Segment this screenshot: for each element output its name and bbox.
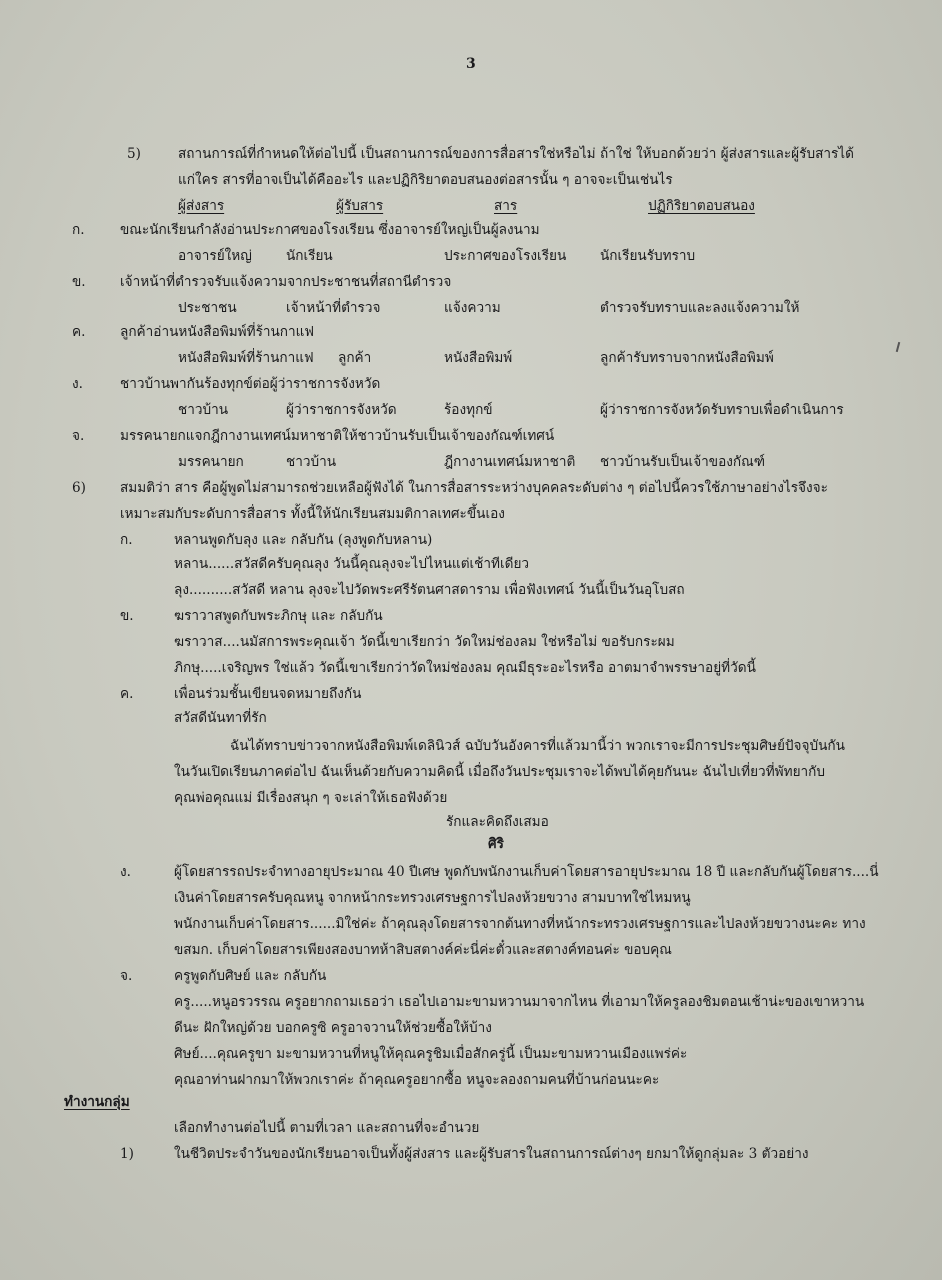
cell-response: ลูกค้ารับทราบจากหนังสือพิมพ์ [600,350,774,366]
letter-greeting: สวัสดีนันทาที่รัก [174,710,267,726]
cell-message: ฎีกางานเทศน์มหาชาติ [444,454,576,470]
q6-number: 6) [72,480,86,496]
q6d-line1: ผู้โดยสารรถประจำทางอายุประมาณ 40 ปีเศษ พูดกับพนักงานเก็บค่าโดยสารอายุประมาณ 18 ปี และกลับกันผู้โดยสาร....นี่ [174,864,879,880]
letter-signature: ศิริ [488,836,504,852]
q5-item-text: ขณะนักเรียนกำลังอ่านประกาศของโรงเรียน ซึ่งอาจารย์ใหญ่เป็นผู้ลงนาม [120,222,540,238]
q6b-line2: ภิกษุ.....เจริญพร ใช่แล้ว วัดนี้เขาเรียกว่าวัดใหม่ช่องลม คุณมีธุระอะไรหรือ อาตมาจำพรรษาอยู่ที่วัดนี้ [174,660,756,676]
group-item1-text: ในชีวิตประจำวันของนักเรียนอาจเป็นทั้งผู้ส่งสาร และผู้รับสารในสถานการณ์ต่างๆ ยกมาให้ดูกลุ่มละ 3 ตัวอย่าง [174,1146,809,1162]
col-header-response: ปฏิกิริยาตอบสนอง [648,198,755,214]
q5-item-label: ง. [72,376,83,392]
q6c-title: เพื่อนร่วมชั้นเขียนจดหมายถึงกัน [174,686,362,702]
q5-item-label: ก. [72,222,85,238]
q5-item-label: ค. [72,324,86,340]
q6e-line3: ศิษย์....คุณครูขา มะขามหวานที่หนูให้คุณครูชิมเมื่อสักครู่นี้ เป็นมะขามหวานเมืองแพร่ค่ะ [174,1046,688,1062]
col-header-sender: ผู้ส่งสาร [178,198,225,214]
q6c-label: ค. [120,686,134,702]
col-header-message: สาร [494,198,518,214]
cell-message: แจ้งความ [444,300,501,316]
letter-closing: รักและคิดถึงเสมอ [446,814,549,830]
q6e-title: ครูพูดกับศิษย์ และ กลับกัน [174,968,327,984]
col-header-receiver: ผู้รับสาร [336,198,384,214]
q6b-label: ข. [120,608,134,624]
group-item1-number: 1) [120,1146,134,1162]
cell-receiver: ชาวบ้าน [286,454,337,470]
cell-receiver: นักเรียน [286,248,333,264]
q5-text-line2: แก่ใคร สารที่อาจเป็นได้คืออะไร และปฏิกิริยาตอบสนองต่อสารนั้น ๆ อาจจะเป็นเช่นไร [178,172,673,188]
q5-item-text: เจ้าหน้าที่ตำรวจรับแจ้งความจากประชาชนที่สถานีตำรวจ [120,274,452,290]
cell-sender: ชาวบ้าน [178,402,229,418]
q6d-label: ง. [120,864,131,880]
q5-item-text: ชาวบ้านพากันร้องทุกข์ต่อผู้ว่าราชการจังหวัด [120,376,381,392]
q6-text-line1: สมมติว่า สาร คือผู้พูดไม่สามารถช่วยเหลือผู้ฟังได้ ในการสื่อสารระหว่างบุคคลระดับต่าง ๆ ต่อไปนี้ควรใช้ภาษาอย่างไรจึงจะ [120,480,828,496]
q6e-line1: ครู.....หนูอรวรรณ ครูอยากถามเธอว่า เธอไปเอามะขามหวานมาจากไหน ที่เอามาให้ครูลองชิมตอนเช้าน่ะของเขาหวาน [174,994,865,1010]
q5-item-label: ข. [72,274,86,290]
q6b-title: ฆราวาสพูดกับพระภิกษุ และ กลับกัน [174,608,383,624]
q6b-line1: ฆราวาส....นมัสการพระคุณเจ้า วัดนี้เขาเรียกว่า วัดใหม่ช่องลม ใช่หรือไม่ ขอรับกระผม [174,634,675,650]
letter-paragraph-line1: ฉันได้ทราบข่าวจากหนังสือพิมพ์เดลินิวส์ ฉบับวันอังคารที่แล้วมานี้ว่า พวกเราจะมีการประชุมศิษย์ปัจจุบันกัน [230,738,845,754]
cell-receiver: ผู้ว่าราชการจังหวัด [286,402,397,418]
cell-sender: ประชาชน [178,300,237,316]
q6e-line4: คุณอาท่านฝากมาให้พวกเราค่ะ ถ้าคุณครูอยากซื้อ หนูจะลองถามคนที่บ้านก่อนนะคะ [174,1072,660,1088]
q6a-label: ก. [120,532,133,548]
q6a-line1: หลาน......สวัสดีครับคุณลุง วันนี้คุณลุงจะไปไหนแต่เช้าทีเดียว [174,556,530,572]
pen-mark [896,342,901,352]
q6d-line3: พนักงานเก็บค่าโดยสาร......มิใช่ค่ะ ถ้าคุณลุงโดยสารจากต้นทางที่หน้ากระทรวงเศรษฐการและไปลงห้วยขวางนะคะ ทาง [174,916,866,932]
cell-sender: หนังสือพิมพ์ที่ร้านกาแฟ [178,350,314,366]
cell-sender: มรรคนายก [178,454,244,470]
q6-text-line2: เหมาะสมกับระดับการสื่อสาร ทั้งนี้ให้นักเรียนสมมติกาลเทศะขึ้นเอง [120,506,505,522]
q5-item-label: จ. [72,428,85,444]
q6d-line2: เงินค่าโดยสารครับคุณหนู จากหน้ากระทรวงเศรษฐการไปลงห้วยขวาง สามบาทใช่ไหมหนู [174,890,691,906]
cell-message: ประกาศของโรงเรียน [444,248,567,264]
group-work-heading: ทำงานกลุ่ม [64,1094,130,1110]
cell-receiver: เจ้าหน้าที่ตำรวจ [286,300,381,316]
letter-paragraph-line2: ในวันเปิดเรียนภาคต่อไป ฉันเห็นด้วยกับความคิดนี้ เมื่อถึงวันประชุมเราจะได้พบได้คุยกันนะ ฉันไปเที่ยวที่พัทยากับ [174,764,826,780]
letter-paragraph-line3: คุณพ่อคุณแม่ มีเรื่องสนุก ๆ จะเล่าให้เธอฟังด้วย [174,790,448,806]
q6a-line2: ลุง..........สวัสดี หลาน ลุงจะไปวัดพระศรีรัตนศาสดาราม เพื่อฟังเทศน์ วันนี้เป็นวันอุโบสถ [174,582,685,598]
page-number: 3 [466,56,476,72]
cell-receiver: ลูกค้า [338,350,372,366]
group-work-intro: เลือกทำงานต่อไปนี้ ตามที่เวลา และสถานที่จะอำนวย [174,1120,480,1136]
cell-sender: อาจารย์ใหญ่ [178,248,252,264]
q5-number: 5) [127,146,141,162]
cell-message: หนังสือพิมพ์ [444,350,513,366]
q5-item-text: มรรคนายกแจกฎีกางานเทศน์มหาชาติให้ชาวบ้านรับเป็นเจ้าของกัณฑ์เทศน์ [120,428,555,444]
cell-response: ชาวบ้านรับเป็นเจ้าของกัณฑ์ [600,454,766,470]
q6e-line2: ดีนะ ฝักใหญ่ด้วย บอกครูซิ ครูอาจวานให้ช่วยซื้อให้บ้าง [174,1020,492,1036]
q6a-title: หลานพูดกับลุง และ กลับกัน (ลุงพูดกับหลาน) [174,532,433,548]
q6d-line4: ขสมก. เก็บค่าโดยสารเพียงสองบาทห้าสิบสตางค์ค่ะนี่ค่ะตั๋วและสตางค์ทอนค่ะ ขอบคุณ [174,942,672,958]
q5-text-line1: สถานการณ์ที่กำหนดให้ต่อไปนี้ เป็นสถานการณ์ของการสื่อสารใช่หรือไม่ ถ้าใช่ ให้บอกด้วยว่า ผู้ส่งสารและผู้รับสารได้ [178,146,854,162]
q6e-label: จ. [120,968,133,984]
cell-message: ร้องทุกข์ [444,402,493,418]
cell-response: ผู้ว่าราชการจังหวัดรับทราบเพื่อดำเนินการ [600,402,844,418]
cell-response: นักเรียนรับทราบ [600,248,696,264]
cell-response: ตำรวจรับทราบและลงแจ้งความให้ [600,300,800,316]
q5-item-text: ลูกค้าอ่านหนังสือพิมพ์ที่ร้านกาแฟ [120,324,315,340]
